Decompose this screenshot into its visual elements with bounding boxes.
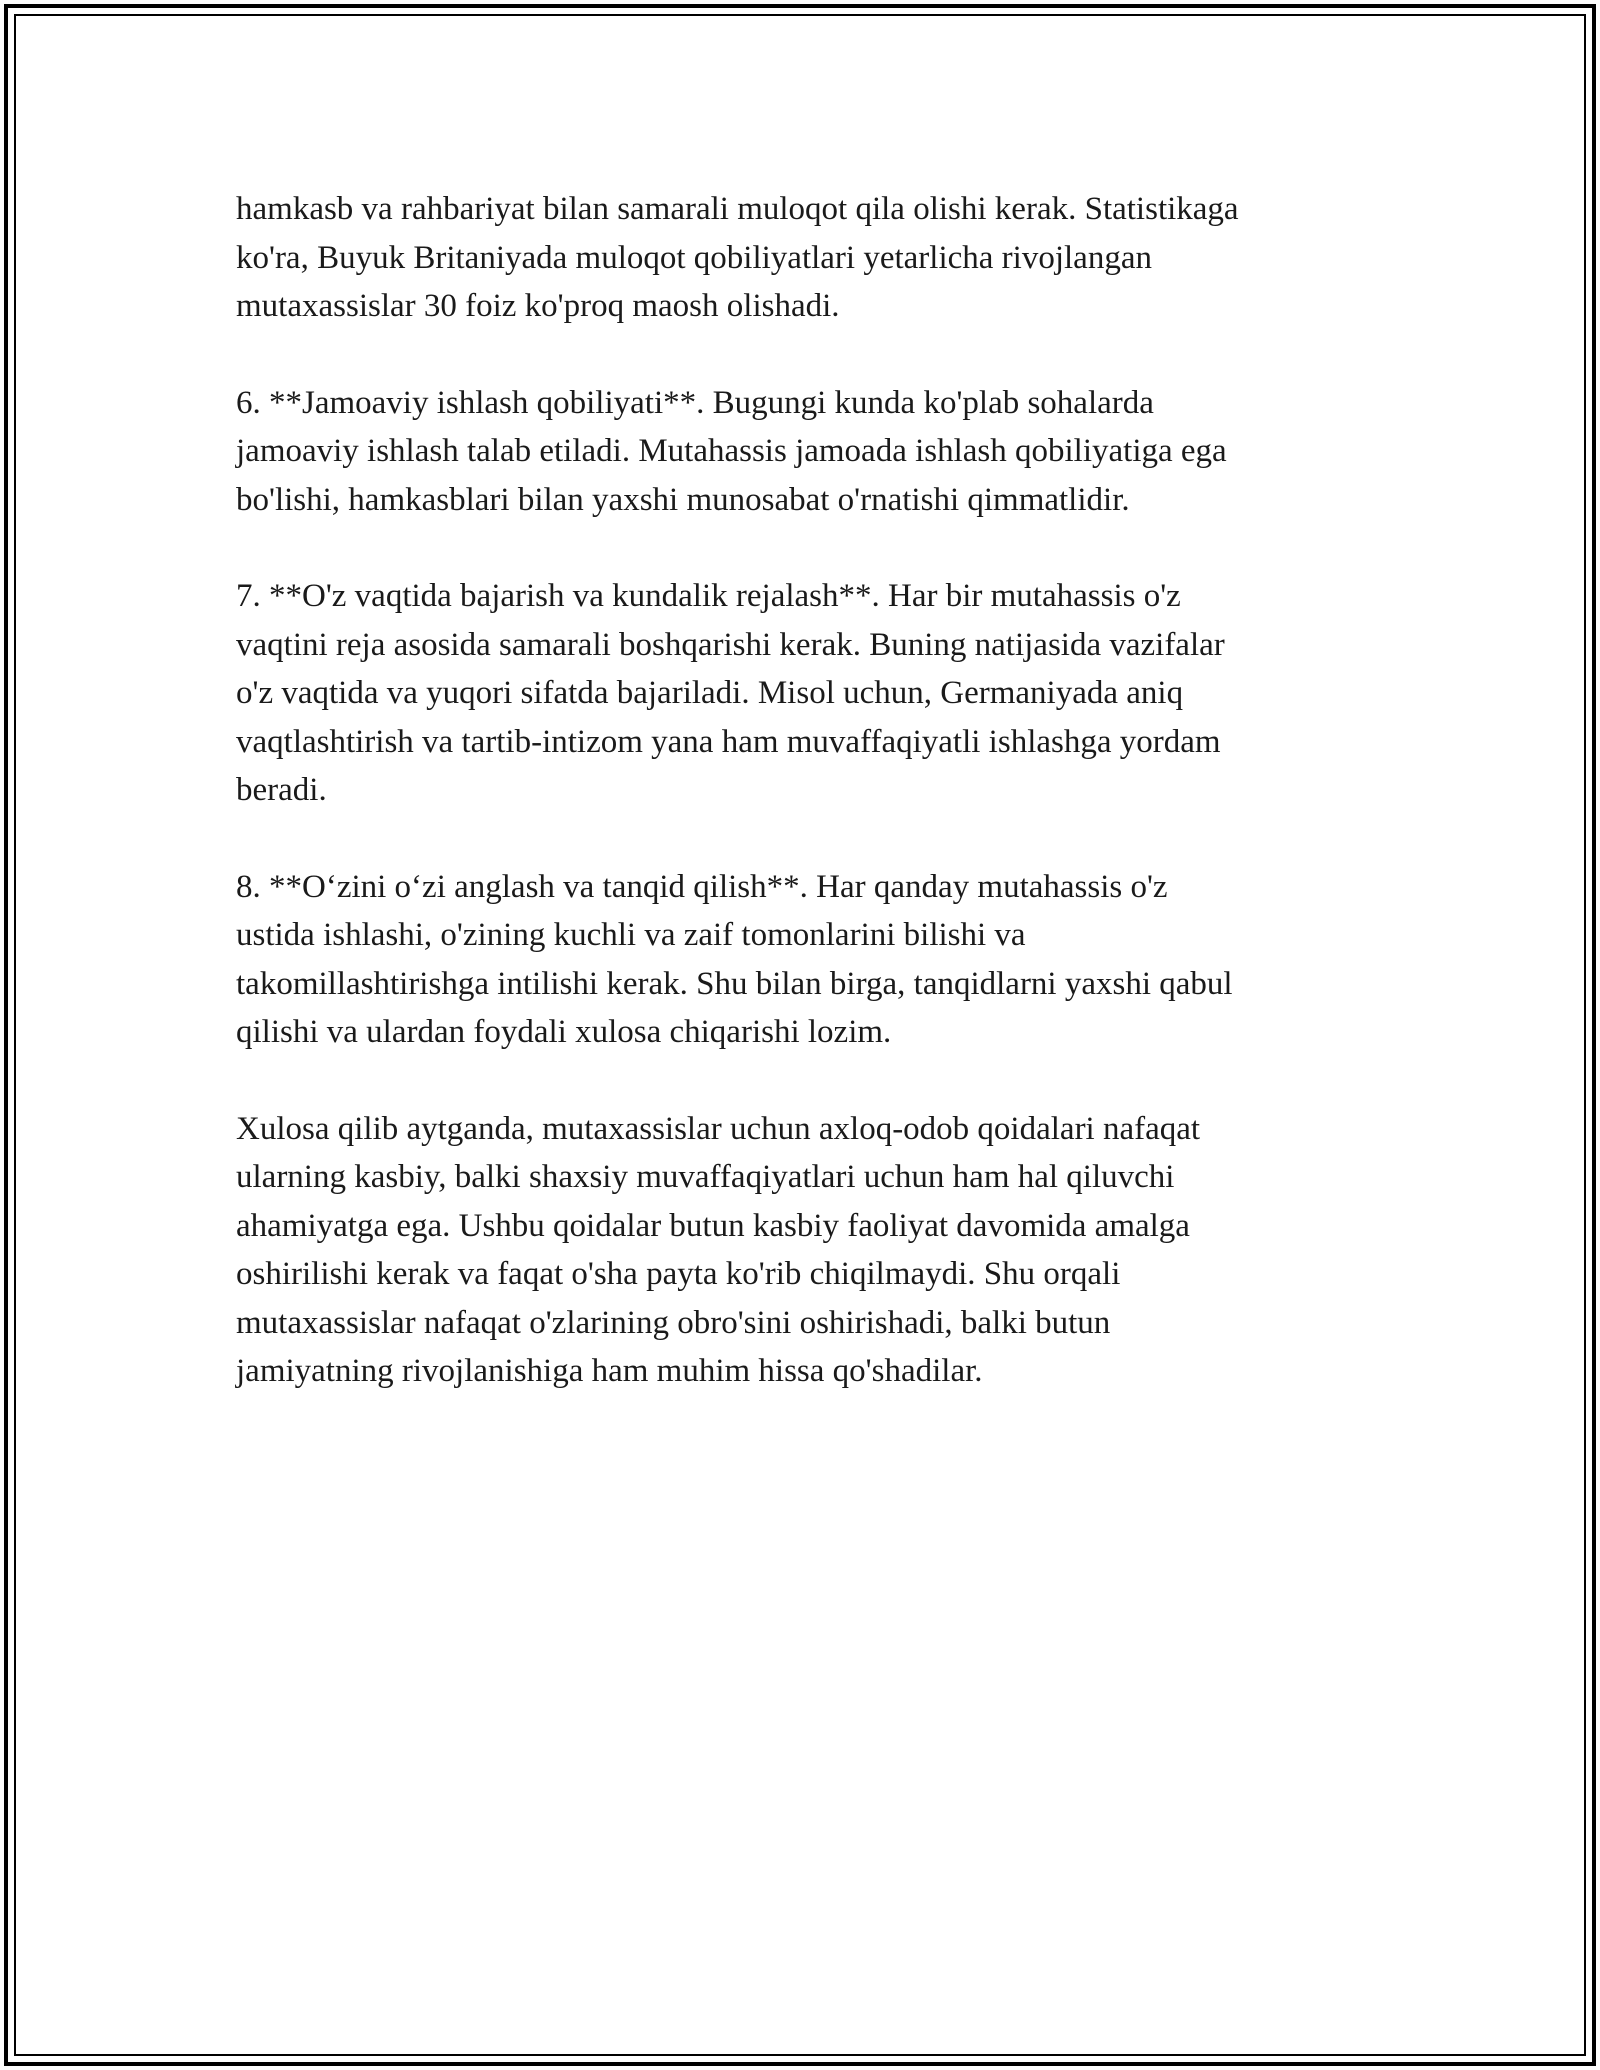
paragraph-self-awareness: 8. **O‘zini o‘zi anglash va tanqid qilish**. Har qanday mutahassis o'z ustida ishlashi, o'zining kuchli va zaif tomonlarini bilishi va takomillashtirishga intilishi kerak. Shu bilan birga, tanqidlarni yaxshi qabul qilishi va ulardan foydali xulosa chiqarishi lozim. (236, 868, 1233, 1050)
paragraph-teamwork: 6. **Jamoaviy ishlash qobiliyati**. Bugungi kunda ko'plab sohalarda jamoaviy ishlash talab etiladi. Mutahassis jamoada ishlash qobiliyatiga ega bo'lishi, hamkasblari bilan yaxshi munosabat o'rnatishi qimmatlidir. (236, 384, 1227, 518)
paragraph-communication-continuation: hamkasb va rahbariyat bilan samarali muloqot qila olishi kerak. Statistikaga ko'ra, Buyuk Britaniyada muloqot qobiliyatlari yetarlicha rivojlangan mutaxassislar 30 foiz ko'proq maosh olishadi. (236, 191, 1239, 324)
document-body (236, 185, 1366, 1444)
paragraph-time-management: 7. **O'z vaqtida bajarish va kundalik rejalash**. Har bir mutahassis o'z vaqtini reja asosida samarali boshqarishi kerak. Buning natijasida vazifalar o'z vaqtida va yuqori sifatda bajariladi. Misol uchun, Germaniyada aniq vaqtlashtirish va tartib-intizom yana ham muvaffaqiyatli ishlashga yordam beradi. (236, 578, 1225, 808)
paragraph-conclusion: Xulosa qilib aytganda, mutaxassislar uchun axloq-odob qoidalari nafaqat ularning kasbiy, balki shaxsiy muvaffaqiyatlari uchun ham hal qiluvchi ahamiyatga ega. Ushbu qoidalar butun kasbiy faoliyat davomida amalga oshirilishi kerak va faqat o'sha payta ko'rib chiqilmaydi. Shu orqali mutaxassislar nafaqat o'zlarining obro'sini oshirishadi, balki butun jamiyatning rivojlanishiga ham muhim hissa qo'shadilar. (236, 1110, 1201, 1389)
